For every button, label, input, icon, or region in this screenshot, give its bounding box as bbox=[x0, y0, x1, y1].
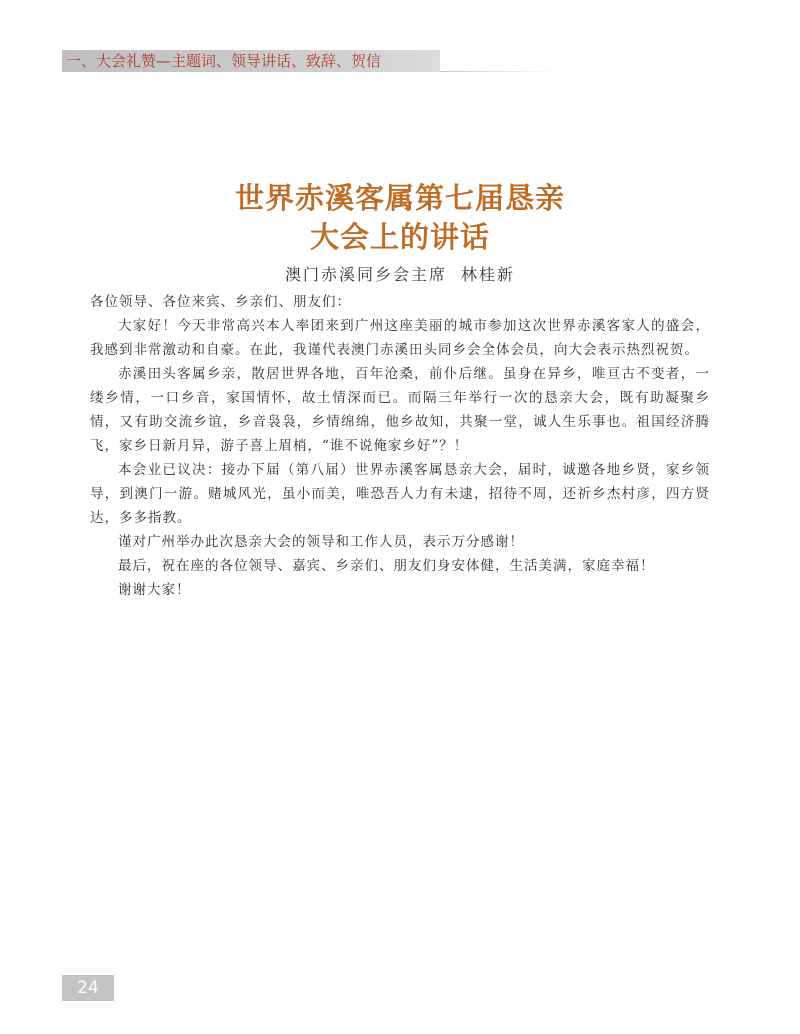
article-title-line-2: 大会上的讲话 bbox=[309, 220, 490, 254]
page-number: 24 bbox=[62, 975, 114, 1001]
article-body bbox=[90, 290, 710, 602]
paragraph: 本会业已议决：接办下届（第八届）世界赤溪客属恳亲大会，届时，诚邀各地乡贤，家乡领导，到澳门一游。赌城风光，虽小而美，唯恐吾人力有未逮，招待不周，还祈乡杰村彦，四方贤达，多多指教。 bbox=[90, 462, 710, 526]
paragraph: 最后，祝在座的各位领导、嘉宾、乡亲们、朋友们身安体健，生活美满，家庭幸福！ bbox=[118, 558, 655, 574]
header-rule bbox=[440, 71, 560, 72]
paragraph: 大家好！今天非常高兴本人率团来到广州这座美丽的城市参加这次世界赤溪客家人的盛会，我感到非常激动和自豪。在此，我谨代表澳门赤溪田头同乡会全体会员，向大会表示热烈祝贺。 bbox=[90, 318, 710, 358]
greeting: 各位领导、各位来宾、乡亲们、朋友们： bbox=[90, 294, 351, 310]
author-line bbox=[0, 262, 800, 285]
author-name: 林桂新 bbox=[461, 265, 516, 284]
paragraph: 谨对广州举办此次恳亲大会的领导和工作人员，表示万分感谢！ bbox=[118, 534, 524, 550]
author-role: 澳门赤溪同乡会主席 bbox=[284, 265, 447, 284]
paragraph: 谢谢大家！ bbox=[118, 582, 191, 598]
paragraph: 赤溪田头客属乡亲，散居世界各地，百年沧桑，前仆后继。虽身在异乡，唯亘古不变者，一缕乡情，一口乡音，家国情怀，故土情深而已。而隔三年举行一次的恳亲大会，既有助凝聚乡情，又有助交流乡谊，乡音袅袅，乡情绵绵，他乡故知，共聚一堂，诚人生乐事也。祖国经济腾飞，家乡日新月异，游子喜上眉梢，“谁不说俺家乡好”？！ bbox=[90, 366, 710, 454]
article-title-line-1: 世界赤溪客属第七届恳亲 bbox=[234, 181, 565, 215]
section-header: 一、大会礼赞—主题词、领导讲话、致辞、贺信 bbox=[66, 52, 382, 70]
